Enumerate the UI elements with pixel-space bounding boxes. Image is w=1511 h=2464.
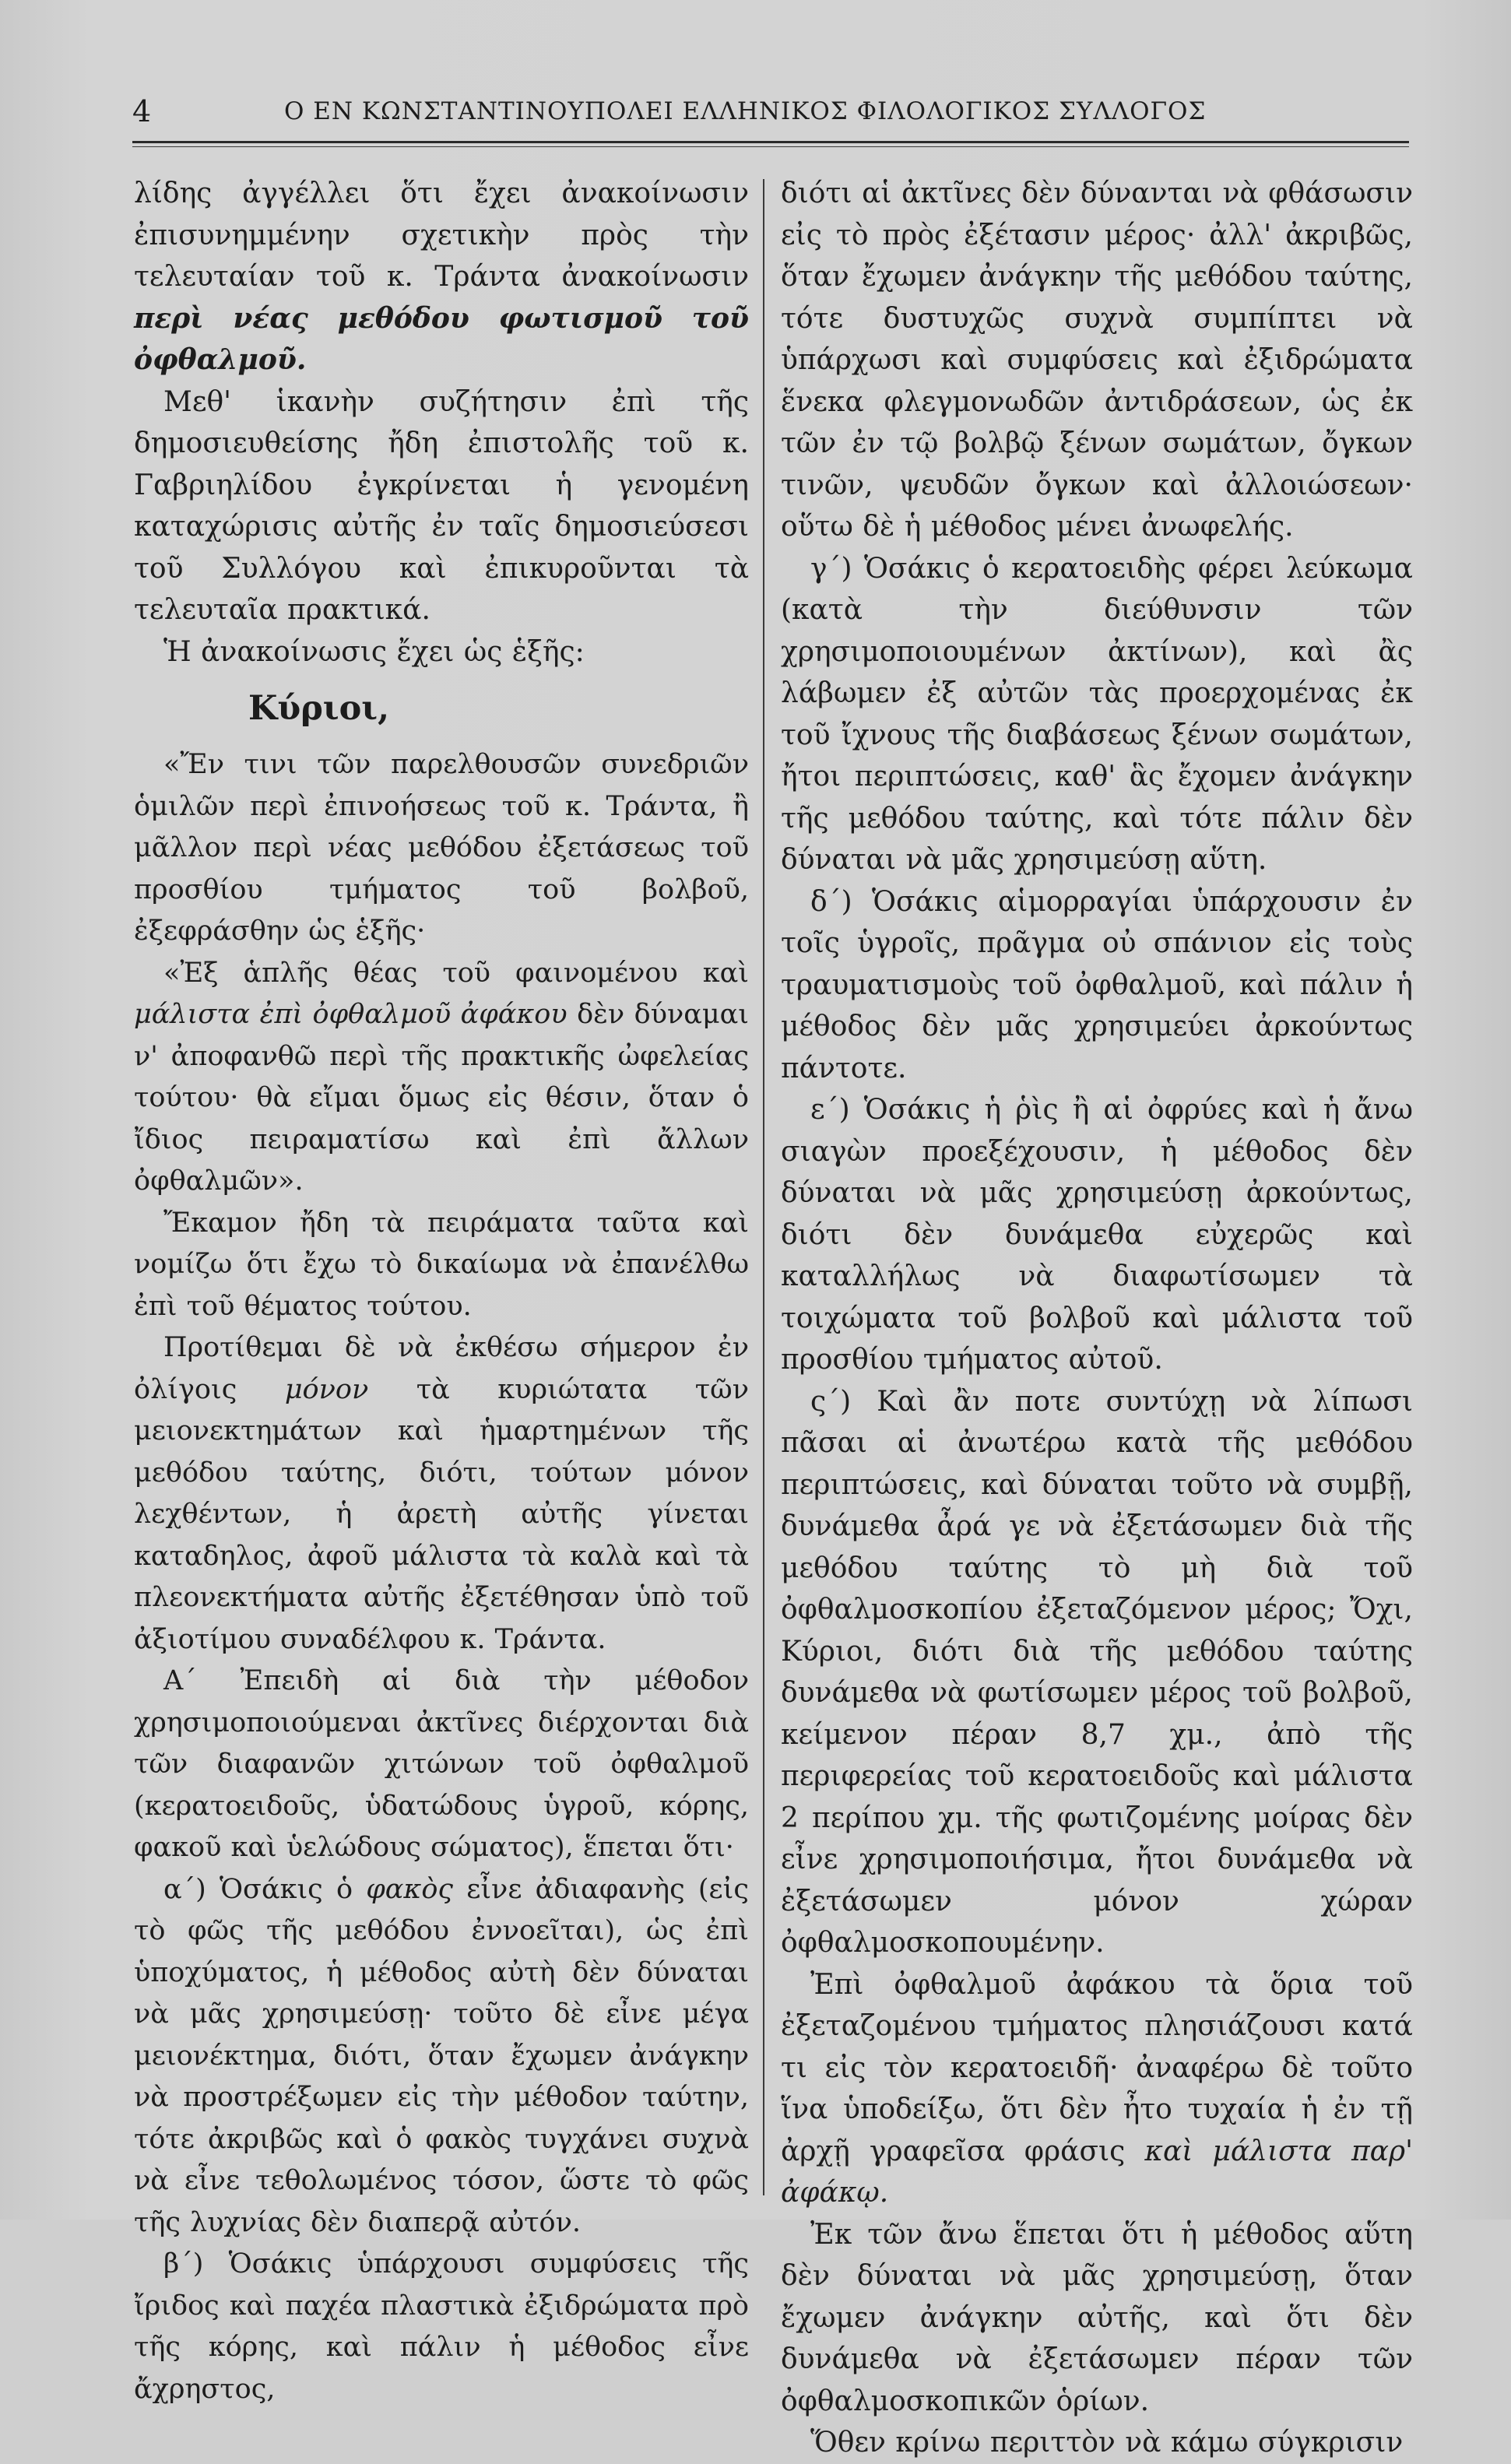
- paragraph: [134, 1327, 749, 1661]
- italic-title: περὶ νέας μεθόδου φωτισμοῦ τοῦ ὀφθαλμοῦ.: [134, 301, 749, 376]
- paragraph: Ἐκ τῶν ἄνω ἕπεται ὅτι ἡ μέθοδος αὕτη δὲν δύναται νὰ μᾶς χρησιμεύσῃ, ὅταν ἔχωμεν ἀνάγκην αὐτῆς, καὶ ὅτι δὲν δυνάμεθα νὰ ἐξετάσωμεν πέραν τῶν ὀφθαλμοσκοπικῶν ὁρίων.: [781, 2218, 1413, 2417]
- paragraph: «Ἔν τινι τῶν παρελθουσῶν συνεδριῶν ὁμιλῶν περὶ ἐπινοήσεως τοῦ κ. Τράντα, ἢ μᾶλλον περὶ νέας μεθόδου ἐξετάσεως τοῦ προσθίου τμήματος τοῦ βολβοῦ, ἐξεφράσθην ὡς ἑξῆς·: [134, 749, 749, 947]
- header-rule: [132, 141, 1409, 143]
- left-column: [134, 173, 749, 2410]
- paragraph: Μεθ' ἱκανὴν συζήτησιν ἐπὶ τῆς δημοσιευθείσης ἤδη ἐπιστολῆς τοῦ κ. Γαβριηλίδου ἐγκρίνεται ἡ γενομένη καταχώρισις αὐτῆς ἐν ταῖς δημοσιεύσεσι τοῦ Συλλόγου καὶ ἐπικυροῦνται τὰ τελευταῖα πρακτικά.: [134, 385, 749, 626]
- text: εἶνε ἀδιαφανὴς (εἰς τὸ φῶς τῆς μεθόδου ἐννοεῖται), ὡς ἐπὶ ὑποχύματος, ἡ μέθοδος αὐτὴ δὲν δύναται νὰ μᾶς χρησιμεύσῃ· τοῦτο δὲ εἶνε μέγα μειονέκτημα, διότι, ὅταν ἔχωμεν ἀνάγκην νὰ προστρέξωμεν εἰς τὴν μέθοδον ταύτην, τότε ἀκριβῶς καὶ ὁ φακὸς τυγχάνει συχνὰ νὰ εἶνε τεθολωμένος τόσον, ὥστε τὸ φῶς τῆς λυχνίας δὲν διαπερᾷ αὐτόν.: [134, 1873, 750, 2238]
- text: Ἐπὶ ὀφθαλμοῦ ἀφάκου τὰ ὅρια τοῦ ἐξεταζομένου τμήματος πλησιάζουσι κατά τι εἰς τὸν κερατοειδῆ· ἀναφέρω δὲ τοῦτο ἵνα ὑποδείξω, ὅτι δὲν ἦτο τυχαία ἡ ἐν τῇ ἀρχῇ γραφεῖσα φράσις: [781, 1968, 1413, 2167]
- italic-text: μόνον: [284, 1373, 369, 1405]
- salutation-heading: Κύριοι,: [248, 689, 390, 728]
- text: τὰ κυριώτατα τῶν μειονεκτημάτων καὶ ἡμαρτημένων τῆς μεθόδου ταύτης, διότι, τούτων μόνον λεχθέντων, ἡ ἀρετὴ αὐτῆς γίνεται καταδηλος, ἀφοῦ μάλιστα τὰ καλὰ καὶ τὰ πλεονεκτήματα αὐτῆς ἐξετέθησαν ὑπὸ τοῦ ἀξιοτίμου συναδέλφου κ. Τράντα.: [134, 1373, 749, 1655]
- text: «Ἐξ ἁπλῆς θέας τοῦ φαινομένου καὶ: [163, 957, 749, 989]
- paragraph: Ἡ ἀνακοίνωσις ἔχει ὡς ἑξῆς:: [163, 635, 585, 668]
- italic-text: καὶ μάλιστα παρ' ἀφάκῳ.: [781, 2135, 1413, 2209]
- italic-text: μάλιστα ἐπὶ ὀφθαλμοῦ ἀφάκου: [134, 999, 568, 1030]
- text: λίδης ἀγγέλλει ὅτι ἔχει ἀνακοίνωσιν ἐπισυνημμένην σχετικὴν πρὸς τὴν τελευταίαν τοῦ κ. Τράντα ἀνακοίνωσιν: [134, 178, 749, 293]
- running-head: Ο ΕΝ ΚΩΝΣΤΑΝΤΙΝΟΥΠΟΛΕΙ ΕΛΛΗΝΙΚΟΣ ΦΙΛΟΛΟΓΙΚΟΣ ΣΥΛΛΟΓΟΣ: [284, 97, 1207, 125]
- paragraph: γ΄) Ὁσάκις ὁ κερατοειδὴς φέρει λεύκωμα (κατὰ τὴν διεύθυνσιν τῶν χρησιμοποιουμένων ἀκτίνων), καὶ ἂς λάβωμεν ἐξ αὐτῶν τὰς προερχομένας ἐκ τοῦ ἴχνους τῆς διαβάσεως ξένων σωμάτων, ἤτοι περιπτώσεις, καθ' ἃς ἔχομεν ἀνάγκην τῆς μεθόδου ταύτης, καὶ τότε πάλιν δὲν δύναται νὰ μᾶς χρησιμεύσῃ αὕτη.: [781, 552, 1413, 876]
- paragraph: [134, 173, 749, 381]
- text: Προτίθεμαι δὲ νὰ ἐκθέσω σήμερον ἐν ὀλίγοις: [134, 1332, 749, 1405]
- paragraph: δ΄) Ὁσάκις αἱμορραγίαι ὑπάρχουσιν ἐν τοῖς ὑγροῖς, πρᾶγμα οὐ σπάνιον εἰς τοὺς τραυματισμοὺς τοῦ ὀφθαλμοῦ, καὶ πάλιν ἡ μέθοδος δὲν μᾶς χρησιμεύει ἀρκούντως πάντοτε.: [781, 885, 1413, 1084]
- paragraph: [781, 1964, 1413, 2214]
- paragraph: ε΄) Ὁσάκις ἡ ῥὶς ἢ αἱ ὀφρύες καὶ ἡ ἄνω σιαγὼν προεξέχουσιν, ἡ μέθοδος δὲν δύναται νὰ μᾶς χρησιμεύσῃ ἀρκούντως, διότι δὲν δυνάμεθα εὐχερῶς καὶ καταλλήλως νὰ διαφωτίσωμεν τὰ τοιχώματα τοῦ βολβοῦ καὶ μάλιστα τοῦ προσθίου τμήματος αὐτοῦ.: [781, 1094, 1413, 1376]
- text: δὲν δύναμαι ν' ἀποφανθῶ περὶ τῆς πρακτικῆς ὠφελείας τούτου· θὰ εἴμαι ὅμως εἰς θέσιν, ὅταν ὁ ἴδιος πειραματίσω καὶ ἐπὶ ἄλλων ὀφθαλμῶν».: [134, 999, 750, 1197]
- quoted-text: [134, 744, 749, 2410]
- page-header: [132, 92, 1409, 131]
- page-number: 4: [132, 94, 152, 128]
- paragraph: ς΄) Καὶ ἂν ποτε συντύχῃ νὰ λίπωσι πᾶσαι αἱ ἀνωτέρω κατὰ τῆς μεθόδου περιπτώσεις, καὶ δύναται τοῦτο νὰ συμβῇ, δυνάμεθα ἆρά γε νὰ ἐξετάσωμεν διὰ τῆς μεθόδου ταύτης τὸ μὴ διὰ τοῦ ὀφθαλμοσκοπίου ἐξεταζόμενον μέρος; Ὄχι, Κύριοι, διότι διὰ τῆς μεθόδου ταύτης δυνάμεθα νὰ φωτίσωμεν μέρος τοῦ βολβοῦ, κείμενον πέραν 8,7 χμ., ἀπὸ τῆς περιφερείας τοῦ κερατοειδοῦς καὶ μάλιστα 2 περίπου χμ. τῆς φωτιζομένης μοίρας δὲν εἶνε χρησιμοποιήσιμα, ἤτοι δυνάμεθα νὰ ἐξετάσωμεν μόνον χώραν ὀφθαλμοσκοπουμένην.: [781, 1385, 1413, 1959]
- paragraph: διότι αἱ ἀκτῖνες δὲν δύνανται νὰ φθάσωσιν εἰς τὸ πρὸς ἐξέτασιν μέρος· ἀλλ' ἀκριβῶς, ὅταν ἔχωμεν ἀνάγκην τῆς μεθόδου ταύτης, τότε δυστυχῶς συχνὰ συμπίπτει νὰ ὑπάρχωσι καὶ συμφύσεις καὶ ἐξιδρώματα ἕνεκα φλεγμονωδῶν ἀντιδράσεων, ὡς ἐκ τῶν ἐν τῷ βολβῷ ξένων σωμάτων, ὄγκων τινῶν, ψευδῶν ὄγκων καὶ ἀλλοιώσεων· οὕτω δὲ ἡ μέθοδος μένει ἀνωφελής.: [781, 178, 1413, 543]
- italic-text: φακὸς: [366, 1873, 454, 1905]
- paragraph: β΄) Ὁσάκις ὑπάρχουσι συμφύσεις τῆς ἴριδος καὶ παχέα πλαστικὰ ἐξιδρώματα πρὸ τῆς κόρης, καὶ πάλιν ἡ μέθοδος εἶνε ἄχρηστος,: [134, 2248, 749, 2405]
- paragraph: Α΄ Ἐπειδὴ αἱ διὰ τὴν μέθοδον χρησιμοποιούμεναι ἀκτῖνες διέρχονται διὰ τῶν διαφανῶν χιτώνων τοῦ ὀφθαλμοῦ (κερατοειδοῦς, ὑδατώδους ὑγροῦ, κόρης, φακοῦ καὶ ὑελώδους σώματος), ἕπεται ὅτι·: [134, 1665, 749, 1863]
- paragraph: Ὅθεν κρίνω περιττὸν νὰ κάμω σύγκρισιν: [810, 2427, 1404, 2459]
- column-divider: [763, 179, 764, 2195]
- paragraph: Ἔκαμον ἤδη τὰ πειράματα ταῦτα καὶ νομίζω ὅτι ἔχω τὸ δικαίωμα νὰ ἐπανέλθω ἐπὶ τοῦ θέματος τούτου.: [134, 1207, 749, 1322]
- paragraph: [134, 953, 749, 1203]
- header-rule-thin: [132, 146, 1409, 147]
- paragraph: [134, 1869, 749, 2244]
- right-column: [781, 173, 1413, 2464]
- text: α΄) Ὁσάκις ὁ: [163, 1873, 367, 1905]
